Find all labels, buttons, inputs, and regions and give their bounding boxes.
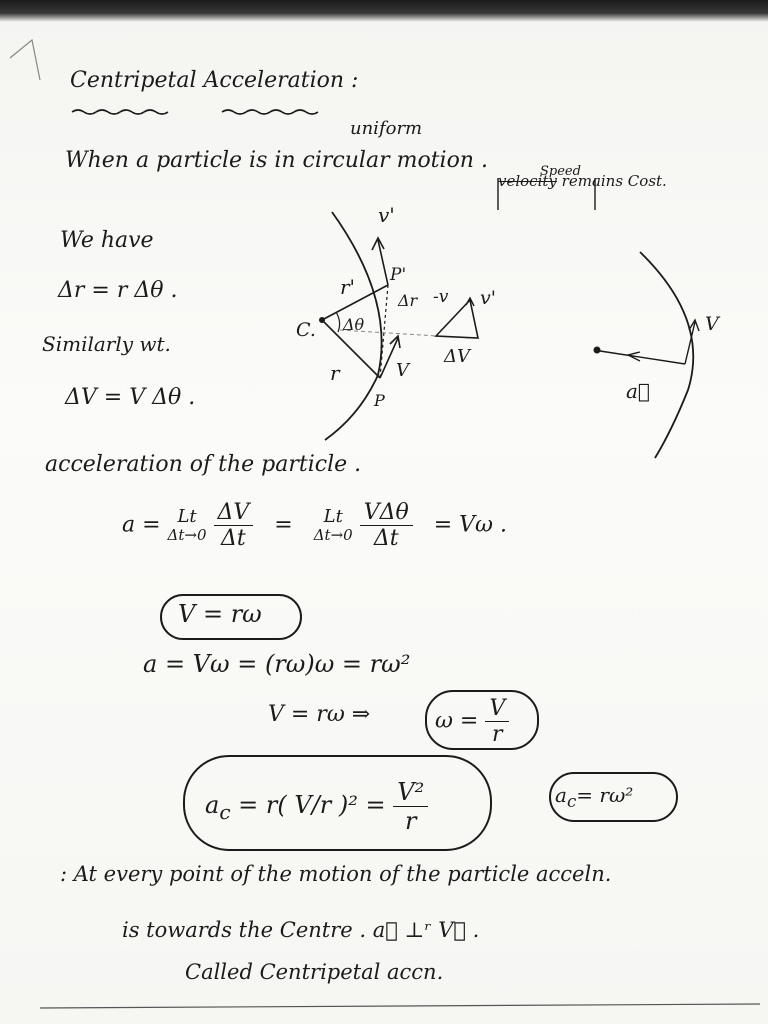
conclusion-line-3: Called Centripetal accn. — [185, 960, 444, 984]
label-p: P — [374, 391, 385, 410]
right-arc — [640, 252, 693, 458]
eq-delta-v: ΔV = V Δθ . — [65, 385, 196, 410]
page-bottom-rule — [40, 1004, 760, 1008]
label-v-prime-top: v' — [378, 203, 395, 227]
speed-insert: Speed — [540, 164, 581, 179]
label-c: C. — [296, 319, 316, 341]
title-underline — [72, 110, 318, 114]
label-delta-theta: Δθ — [343, 315, 365, 334]
accel-a: a = — [122, 512, 161, 538]
speed-rest: remains Cost. — [561, 172, 667, 190]
label-p-prime: P' — [390, 265, 407, 285]
accel-heading: acceleration of the particle . — [45, 452, 362, 477]
conclusion-line-2: is towards the Centre . a⃗ ⊥ʳ V⃗ . — [122, 918, 480, 942]
accel-result: = Vω . — [433, 512, 507, 538]
theta-arc — [336, 312, 340, 332]
eq-v-rw-2: V = rω ⇒ — [268, 702, 371, 727]
speed-note — [498, 164, 667, 190]
intro-line: When a particle is in circular motion . — [65, 148, 488, 173]
label-v-prime-tri: v' — [480, 287, 496, 309]
label-a-vec: a⃗ — [626, 379, 650, 403]
uniform-insert: uniform — [350, 118, 423, 139]
accel-arrow-line — [600, 351, 685, 364]
label-r-prime: r' — [340, 275, 356, 299]
conclusion-line-1: : At every point of the motion of the particle acceln. — [60, 862, 612, 886]
label-delta-r: Δr — [398, 291, 418, 310]
eq-centripetal: $a_c = r$( V/r )² = $\frac{\text{V²}}{r}$ — [205, 778, 428, 835]
we-have-text: We have — [60, 228, 154, 253]
label-minus-v: -v — [433, 287, 449, 307]
corner-mark — [10, 40, 40, 80]
equals: = — [274, 512, 293, 538]
limit-1: Lt Δt→0 — [167, 506, 207, 545]
eq-a-rw2: a = Vω = (rω)ω = rω² — [143, 650, 411, 678]
fraction-dv-dt: $\frac{\Delta V}{\Delta t}$ — [214, 500, 254, 551]
page-title: Centripetal Acceleration : — [70, 68, 359, 93]
eq-ac-alt: $a_c= r\omega^2$ — [555, 783, 634, 811]
eq-delta-r: Δr = r Δθ . — [58, 278, 178, 303]
label-v: V — [396, 360, 409, 381]
label-v-right: V — [705, 313, 719, 335]
accel-equation — [122, 500, 507, 551]
label-delta-v: ΔV — [444, 346, 470, 367]
eq-omega — [268, 702, 370, 727]
omega-expression: ω = $\frac{V}{r}$ — [435, 696, 509, 747]
limit-2: Lt Δt→0 — [313, 506, 353, 545]
similarly-text: Similarly wt. — [42, 332, 171, 356]
right-center — [594, 347, 601, 354]
eq-v-rw: V = rω — [178, 600, 262, 628]
label-r: r — [330, 361, 340, 385]
velocity-struck: velocity — [498, 172, 557, 190]
fraction-vdtheta-dt: $\frac{\text{VΔθ}}{\Delta t}$ — [360, 500, 413, 551]
